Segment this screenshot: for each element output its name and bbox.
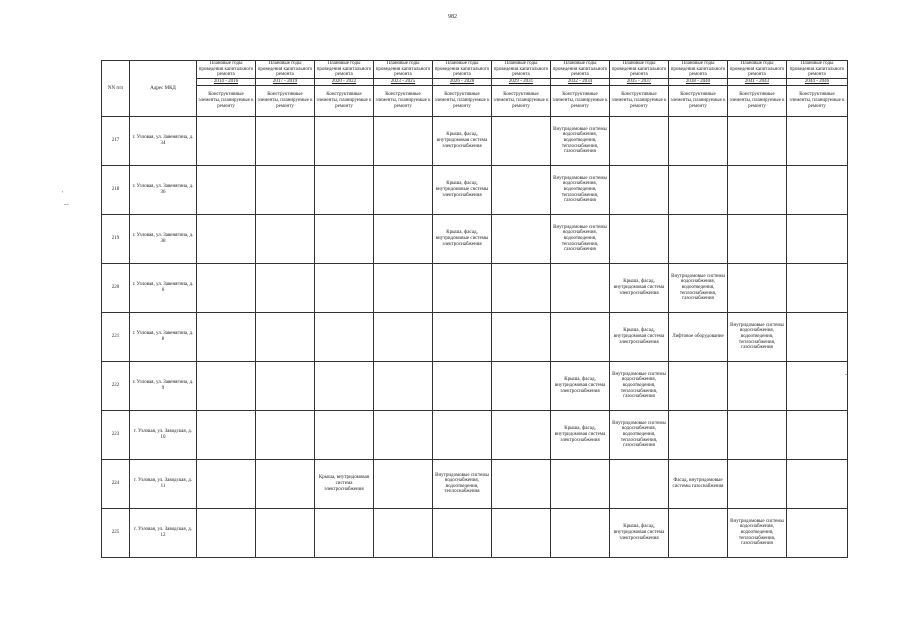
table-row [102, 263, 848, 312]
repair-cell: Крыша, фасад, внутридомовая система электроснабжения [610, 312, 669, 361]
repair-cell: Фасад, внутридомовые системы газоснабжения [669, 459, 728, 508]
address-column-header: Адрес МКД [130, 61, 197, 117]
row-number: 218 [102, 165, 130, 214]
repair-cell [374, 165, 433, 214]
elements-header: Конструктивные элементы, планируемые к ремонту [256, 85, 315, 116]
repair-cell [669, 508, 728, 557]
repair-cell [492, 508, 551, 557]
repair-cell [374, 508, 433, 557]
repair-cell [492, 116, 551, 165]
repair-cell [197, 459, 256, 508]
period-header: Плановые годы проведения капитального ремонта [492, 61, 551, 79]
repair-cell [787, 263, 848, 312]
margin-mark: -- [64, 200, 69, 208]
repair-cell [787, 116, 848, 165]
repair-cell: Крыша, фасад, внутридомовая система электроснабжения [610, 263, 669, 312]
period-header: Плановые годы проведения капитального ремонта [374, 61, 433, 79]
repair-cell [433, 361, 492, 410]
repair-cell [787, 508, 848, 557]
period-header: Плановые годы проведения капитального ремонта [197, 61, 256, 79]
repair-cell [669, 410, 728, 459]
repair-cell [433, 263, 492, 312]
repair-cell [433, 410, 492, 459]
elements-header: Конструктивные элементы, планируемые к ремонту [551, 85, 610, 116]
repair-cell [374, 361, 433, 410]
repair-cell [610, 116, 669, 165]
repair-cell [256, 116, 315, 165]
repair-cell [551, 508, 610, 557]
row-number: 217 [102, 116, 130, 165]
repair-cell: Внутридомовые системы водоснабжения, водоотведения, теплоснабжения, газоснабжения [551, 116, 610, 165]
repair-cell [197, 508, 256, 557]
repair-cell [610, 214, 669, 263]
repair-cell [374, 410, 433, 459]
repair-cell: Крыша, фасад, внутридомовая система электроснабжения [610, 508, 669, 557]
repair-cell: Крыша, внутридомовая система электроснабжения [315, 459, 374, 508]
repair-cell [256, 410, 315, 459]
period-header: Плановые годы проведения капитального ремонта [728, 61, 787, 79]
repair-cell: Крыша, фасад, внутридомовые системы электроснабжения [433, 165, 492, 214]
repair-cell [728, 410, 787, 459]
repair-cell [256, 459, 315, 508]
row-number: 220 [102, 263, 130, 312]
repair-cell [256, 165, 315, 214]
repair-cell [197, 214, 256, 263]
table-row [102, 361, 848, 410]
row-number: 223 [102, 410, 130, 459]
repair-cell [728, 361, 787, 410]
period-years: 2026 - 2028 [433, 78, 492, 85]
repair-cell [315, 508, 374, 557]
repair-cell [492, 410, 551, 459]
repair-cell [256, 214, 315, 263]
repair-cell [374, 214, 433, 263]
repair-cell [492, 361, 551, 410]
repair-cell: Внутридомовые системы водоснабжения, водоотведения, теплоснабжения, газоснабжения [551, 165, 610, 214]
repair-cell: Крыша, фасад, внутридомовая система электроснабжения [551, 361, 610, 410]
row-address: г. Узловая, ул. Завенягина, д. 34 [130, 116, 197, 165]
table-row [102, 116, 848, 165]
repair-cell: Внутридомовые системы водоснабжения, водоотведения, теплоснабжения, газоснабжения [728, 312, 787, 361]
capital-repair-table [101, 60, 848, 558]
period-years: 2020 - 2022 [315, 78, 374, 85]
elements-header: Конструктивные элементы, планируемые к ремонту [669, 85, 728, 116]
repair-cell: Лифтовое оборудование [669, 312, 728, 361]
row-address: г. Узловая, ул. Завенягина, д. 9 [130, 361, 197, 410]
period-years: 2038 - 2040 [669, 78, 728, 85]
repair-cell [315, 312, 374, 361]
repair-cell [256, 263, 315, 312]
repair-cell: Крыша, фасад, внутридомовая система электроснабжения [551, 410, 610, 459]
repair-cell [610, 459, 669, 508]
num-column-header: NN п/п [102, 61, 130, 117]
elements-header: Конструктивные элементы, планируемые к ремонту [374, 85, 433, 116]
repair-cell [197, 165, 256, 214]
repair-cell [787, 214, 848, 263]
repair-cell [315, 410, 374, 459]
repair-cell [728, 214, 787, 263]
elements-header: Конструктивные элементы, планируемые к ремонту [433, 85, 492, 116]
period-years: 2041 - 2043 [728, 78, 787, 85]
repair-cell [315, 165, 374, 214]
repair-cell [197, 263, 256, 312]
elements-header: Конструктивные элементы, планируемые к ремонту [315, 85, 374, 116]
repair-cell [256, 508, 315, 557]
row-number: 225 [102, 508, 130, 557]
elements-header: Конструктивные элементы, планируемые к ремонту [610, 85, 669, 116]
repair-cell [492, 165, 551, 214]
repair-cell [492, 312, 551, 361]
repair-cell [551, 263, 610, 312]
repair-cell [197, 312, 256, 361]
repair-cell [669, 214, 728, 263]
period-header: Плановые годы проведения капитального ремонта [256, 61, 315, 79]
period-header: Плановые годы проведения капитального ремонта [551, 61, 610, 79]
table-row [102, 165, 848, 214]
repair-cell [551, 312, 610, 361]
repair-cell [374, 312, 433, 361]
period-header: Плановые годы проведения капитального ремонта [669, 61, 728, 79]
period-header: Плановые годы проведения капитального ремонта [315, 61, 374, 79]
repair-cell: Внутридомовые системы водоснабжения, водоотведения, теплоснабжения, газоснабжения [610, 361, 669, 410]
row-number: 222 [102, 361, 130, 410]
row-address: г. Узловая, ул. Завенягина, д. 6 [130, 263, 197, 312]
repair-cell [492, 459, 551, 508]
elements-header: Конструктивные элементы, планируемые к ремонту [787, 85, 848, 116]
row-address: г. Узловая, ул. Заводская, д. 12 [130, 508, 197, 557]
repair-cell [315, 361, 374, 410]
repair-cell [551, 459, 610, 508]
elements-header: Конструктивные элементы, планируемые к ремонту [197, 85, 256, 116]
repair-cell [197, 361, 256, 410]
table-row [102, 214, 848, 263]
repair-cell [669, 361, 728, 410]
period-years: 2044 - 2046 [787, 78, 848, 85]
period-header: Плановые годы проведения капитального ремонта [433, 61, 492, 79]
repair-cell [728, 165, 787, 214]
row-address: г. Узловая, ул. Завенягина, д. 8 [130, 312, 197, 361]
repair-cell: Внутридомовые системы водоснабжения, водоотведения, теплоснабжения, газоснабжения [551, 214, 610, 263]
row-number: 221 [102, 312, 130, 361]
repair-cell: Внутридомовые системы водоснабжения, водоотведения, теплоснабжения, газоснабжения [610, 410, 669, 459]
repair-cell [492, 263, 551, 312]
repair-cell [315, 263, 374, 312]
repair-cell: Внутридомовые системы водоснабжения, водоотведения, теплоснабжения, газоснабжения [728, 508, 787, 557]
repair-cell [374, 459, 433, 508]
table-row [102, 410, 848, 459]
period-years: 2029 - 2031 [492, 78, 551, 85]
repair-cell [787, 410, 848, 459]
repair-cell [728, 263, 787, 312]
period-header: Плановые годы проведения капитального ремонта [610, 61, 669, 79]
period-years: 2014 - 2016 [197, 78, 256, 85]
row-number: 219 [102, 214, 130, 263]
period-years: 2023 - 2025 [374, 78, 433, 85]
repair-cell [315, 214, 374, 263]
repair-cell [433, 312, 492, 361]
repair-cell [787, 312, 848, 361]
repair-cell [492, 214, 551, 263]
row-address: г. Узловая, ул. Завенягина, д. 38 [130, 214, 197, 263]
repair-cell: Внутридомовые системы водоснабжения, водоотведения, теплоснабжения, газоснабжения [669, 263, 728, 312]
repair-cell [256, 312, 315, 361]
page-number: 982 [448, 14, 457, 20]
repair-cell [787, 361, 848, 410]
period-years: 2035 - 2037 [610, 78, 669, 85]
repair-cell [787, 459, 848, 508]
period-header: Плановые годы проведения капитального ремонта [787, 61, 848, 79]
repair-cell [669, 116, 728, 165]
table-row [102, 312, 848, 361]
repair-cell: Внутридомовые системы водоснабжения, водоотведения, теплоснабжения [433, 459, 492, 508]
repair-cell [315, 116, 374, 165]
elements-header: Конструктивные элементы, планируемые к ремонту [728, 85, 787, 116]
period-years: 2017 - 2019 [256, 78, 315, 85]
period-years: 2032 - 2034 [551, 78, 610, 85]
table-row [102, 508, 848, 557]
repair-cell [197, 116, 256, 165]
elements-header: Конструктивные элементы, планируемые к ремонту [492, 85, 551, 116]
repair-cell [374, 116, 433, 165]
repair-cell [374, 263, 433, 312]
repair-cell [728, 116, 787, 165]
row-address: г. Узловая, ул. Заводская, д. 10 [130, 410, 197, 459]
row-number: 224 [102, 459, 130, 508]
repair-cell [610, 165, 669, 214]
repair-cell [728, 459, 787, 508]
repair-cell: Крыша, фасад, внутридомовые системы электроснабжения [433, 214, 492, 263]
row-address: г. Узловая, ул. Заводская, д. 11 [130, 459, 197, 508]
repair-cell [256, 361, 315, 410]
row-address: г. Узловая, ул. Завенягина, д. 36 [130, 165, 197, 214]
margin-mark: - [845, 370, 848, 378]
repair-cell [787, 165, 848, 214]
repair-cell [433, 508, 492, 557]
repair-cell: Крыша, фасад, внутридомовая система электроснабжения [433, 116, 492, 165]
repair-cell [669, 165, 728, 214]
repair-cell [197, 410, 256, 459]
table-row [102, 459, 848, 508]
margin-mark: ' [62, 190, 64, 198]
